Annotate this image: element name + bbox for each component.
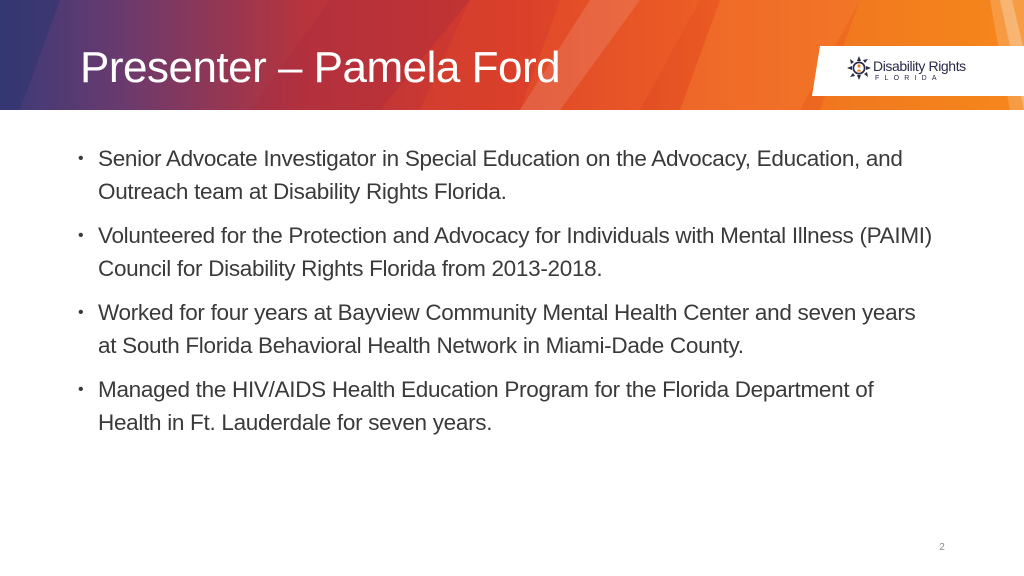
bullet-icon: • <box>78 304 84 321</box>
bullet-icon: • <box>78 150 84 167</box>
list-item <box>74 219 934 285</box>
list-item <box>74 373 934 439</box>
sunburst-person-logo-icon <box>846 55 872 81</box>
title-banner <box>0 0 1024 110</box>
bullet-text: Senior Advocate Investigator in Special Education on the Advocacy, Education, and Outreach team at Disability Rights Florida. <box>98 146 903 204</box>
bullet-icon: • <box>78 227 84 244</box>
list-item <box>74 296 934 362</box>
logo-subtitle: FLORIDA <box>875 75 942 82</box>
bullet-text: Managed the HIV/AIDS Health Education Program for the Florida Department of Health in Ft. Lauderdale for seven years. <box>98 377 874 435</box>
bullet-list <box>74 142 934 450</box>
bullet-text: Volunteered for the Protection and Advocacy for Individuals with Mental Illness (PAIMI) Council for Disability Rights Florida from 2013-2018. <box>98 223 932 281</box>
logo-name: Disability Rights <box>873 58 966 74</box>
page-title: Presenter – Pamela Ford <box>80 43 561 92</box>
bullet-icon: • <box>78 381 84 398</box>
slide-number: 2 <box>939 542 945 553</box>
disability-rights-florida-logo <box>846 55 982 87</box>
list-item <box>74 142 934 208</box>
bullet-text: Worked for four years at Bayview Community Mental Health Center and seven years at South Florida Behavioral Health Network in Miami-Dade County. <box>98 300 916 358</box>
